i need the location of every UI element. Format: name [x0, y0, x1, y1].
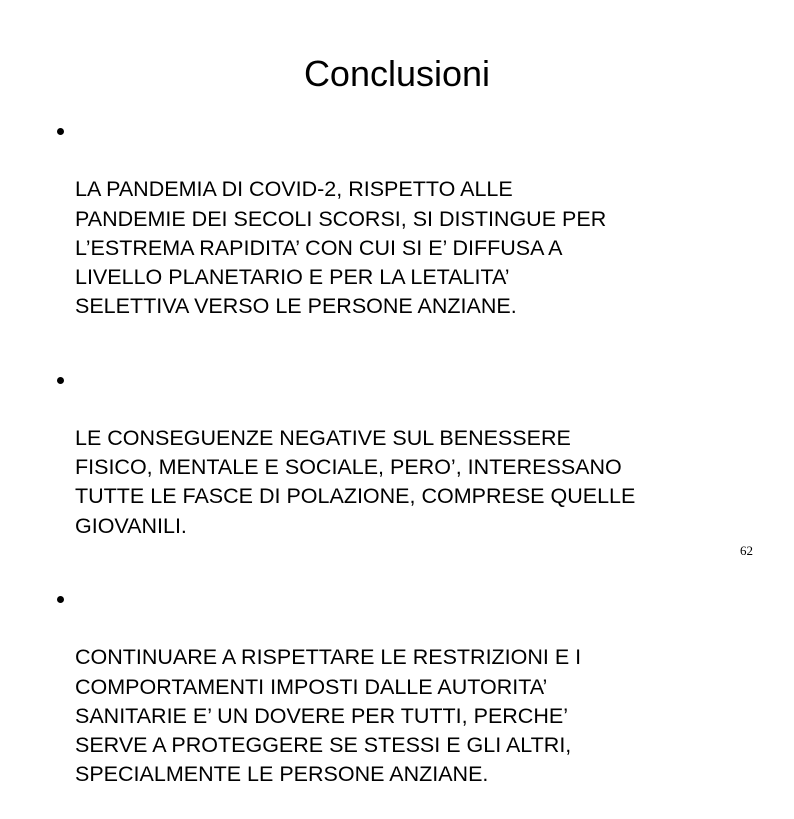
bullet-dot-icon — [57, 596, 64, 603]
bullet-text: LA PANDEMIA DI COVID-2, RISPETTO ALLE PANDEMIE DEI SECOLI SCORSI, SI DISTINGUE PER L’ESTREMA RAPIDITA’ CON CUI SI E’ DIFFUSA A LIVELLO PLANETARIO E PER LA LETALITA’ SELETTIVA VERSO LE PERSONE ANZIANE. — [75, 177, 607, 319]
bullet-text: LE CONSEGUENZE NEGATIVE SUL BENESSERE FISICO, MENTALE E SOCIALE, PERO’, INTERESSANO TUTTE LE FASCE DI POLAZIONE, COMPRESE QUELLE GIOVANILI. — [75, 426, 636, 538]
bullet-text: CONTINUARE A RISPETTARE LE RESTRIZIONI E I COMPORTAMENTI IMPOSTI DALLE AUTORITA’ SANITARIE E’ UN DOVERE PER TUTTI, PERCHE’ SERVE A PROTEGGERE SE STESSI E GLI ALTRI, SPECIALMENTE LE PERSONE ANZIANE. — [75, 645, 582, 787]
bullet-item — [55, 585, 775, 819]
bullet-dot-icon — [57, 128, 64, 135]
bullet-item — [55, 366, 775, 570]
bullet-dot-icon — [57, 377, 64, 384]
slide-title: Conclusioni — [303, 53, 491, 94]
bullet-list — [55, 117, 775, 819]
page-number: 62 — [740, 543, 753, 558]
bullet-item — [55, 117, 775, 351]
